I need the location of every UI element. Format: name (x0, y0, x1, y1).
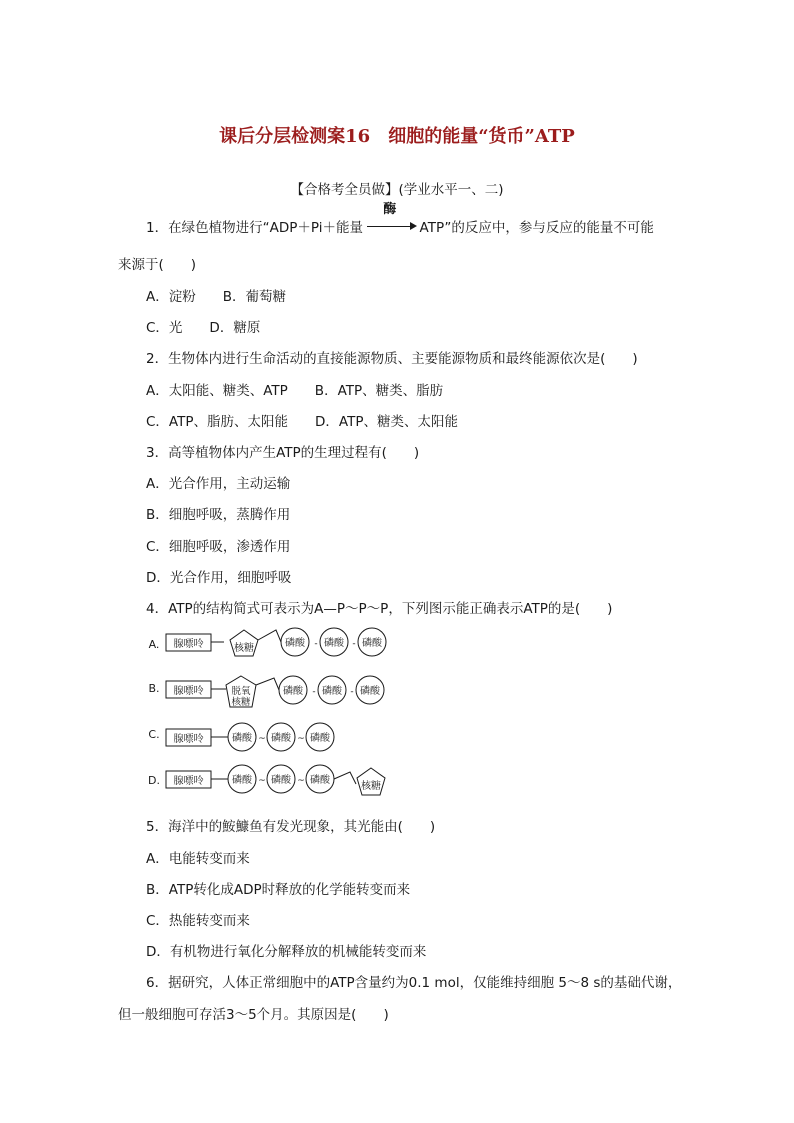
question-1-suffix: ATP”的反应中，参与反应的能量不可能 (419, 220, 654, 236)
phosphate-label: 磷酸 (322, 686, 342, 697)
deoxyribose-label-1: 脱氧 (231, 686, 251, 697)
adenine-label: 腺嘌呤 (173, 639, 204, 650)
page-title: 课后分层检测案16 细胞的能量“货币”ATP (219, 126, 575, 147)
section-heading: 【合格考全员做】(学业水平一、二) (290, 182, 504, 198)
diagram-option-d (148, 765, 385, 795)
phosphate-label: 磷酸 (310, 733, 330, 744)
question-1-prefix: 1．在绿色植物进行“ADP＋Pi＋能量 (146, 220, 363, 236)
question-3-option-b: B．细胞呼吸，蒸腾作用 (146, 507, 291, 523)
question-1-options-cd: C．光 D．糖原 (146, 320, 261, 336)
enzyme-arrow (367, 202, 415, 232)
bond-symbol: ~ (297, 734, 305, 744)
connector-line (334, 772, 356, 784)
question-5-option-b: B．ATP转化成ADP时释放的化学能转变而来 (146, 882, 411, 898)
bond-symbol: - (350, 687, 354, 697)
question-4-stem: 4．ATP的结构简式可表示为A—P～P～P，下列图示能正确表示ATP的是( ) (146, 601, 613, 617)
question-6-stem: 6．据研究，人体正常细胞中的ATP含量约为0.1 mol，仅能维持细胞 5～8 s的基础代谢， (146, 975, 682, 991)
question-5-option-d: D．有机物进行氧化分解释放的机械能转变而来 (146, 944, 427, 960)
diagram-label-a: A. (148, 638, 160, 651)
deoxyribose-label-2: 核糖 (231, 697, 251, 708)
question-3-stem: 3．高等植物体内产生ATP的生理过程有( ) (146, 445, 420, 461)
connector-line (256, 678, 279, 690)
question-3-option-c: C．细胞呼吸，渗透作用 (146, 539, 291, 555)
diagram-label-d: D. (148, 774, 160, 787)
atp-structure-diagrams (140, 622, 400, 804)
diagram-option-c (148, 723, 334, 751)
question-6-continuation: 但一般细胞可存活3～5个月。其原因是( ) (118, 1007, 389, 1023)
question-3-option-d: D．光合作用，细胞呼吸 (146, 570, 292, 586)
bond-symbol: - (352, 639, 356, 649)
question-2-stem: 2．生物体内进行生命活动的直接能源物质、主要能源物质和最终能源依次是( ) (146, 351, 638, 367)
phosphate-label: 磷酸 (324, 638, 344, 649)
phosphate-label: 磷酸 (360, 686, 380, 697)
adenine-label: 腺嘌呤 (173, 686, 204, 697)
bond-symbol: ~ (258, 734, 266, 744)
phosphate-label: 磷酸 (232, 733, 252, 744)
phosphate-label: 磷酸 (310, 775, 330, 786)
question-5-option-a: A．电能转变而来 (146, 851, 250, 867)
diagram-option-a (149, 628, 386, 656)
bond-symbol: - (314, 639, 318, 649)
ribose-label: 核糖 (361, 781, 381, 792)
diagram-label-c: C. (148, 728, 160, 741)
phosphate-label: 磷酸 (271, 733, 291, 744)
bond-symbol: - (312, 687, 316, 697)
question-1-options-ab: A．淀粉 B．葡萄糖 (146, 289, 286, 305)
enzyme-label: 酶 (383, 202, 397, 217)
question-2-options-cd: C．ATP、脂肪、太阳能 D．ATP、糖类、太阳能 (146, 414, 458, 430)
phosphate-label: 磷酸 (283, 686, 303, 697)
bond-symbol: ~ (297, 776, 305, 786)
ribose-label: 核糖 (234, 643, 254, 654)
reaction-arrow-icon (367, 226, 415, 228)
question-2-options-ab: A．太阳能、糖类、ATP B．ATP、糖类、脂肪 (146, 383, 444, 399)
bond-symbol: ~ (258, 776, 266, 786)
question-1-stem (146, 202, 654, 236)
question-3-option-a: A．光合作用，主动运输 (146, 476, 291, 492)
phosphate-label: 磷酸 (285, 638, 305, 649)
question-1-continuation: 来源于( ) (118, 257, 197, 273)
question-5-option-c: C．热能转变而来 (146, 913, 250, 929)
diagram-label-b: B. (148, 682, 160, 695)
phosphate-label: 磷酸 (232, 775, 252, 786)
question-5-stem: 5．海洋中的鮟鱇鱼有发光现象，其光能由( ) (146, 819, 436, 835)
diagram-option-b (148, 676, 384, 708)
connector-line (258, 630, 281, 642)
phosphate-label: 磷酸 (271, 775, 291, 786)
phosphate-label: 磷酸 (362, 638, 382, 649)
adenine-label: 腺嘌呤 (173, 734, 204, 745)
adenine-label: 腺嘌呤 (173, 776, 204, 787)
